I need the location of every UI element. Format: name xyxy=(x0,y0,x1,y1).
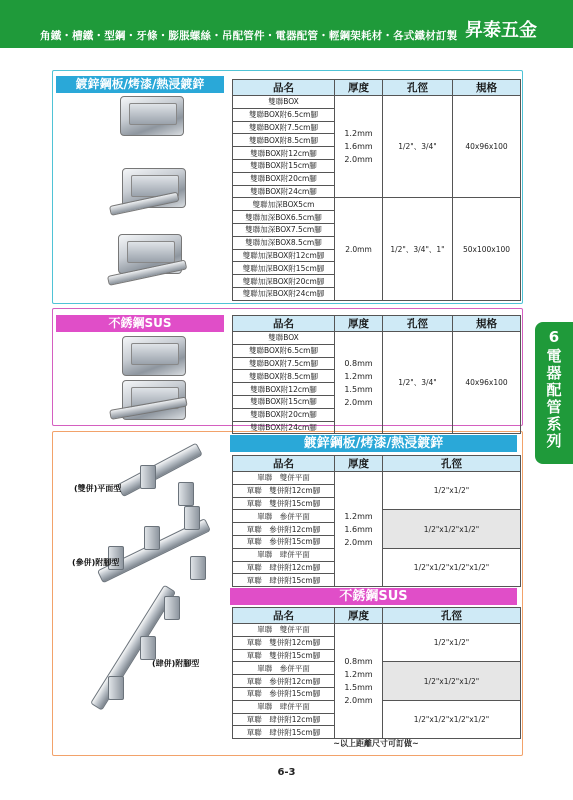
table-row: 雙聯BOX附6.5cm腳 xyxy=(233,344,335,357)
table-row: 雙聯BOX附20cm腳 xyxy=(233,408,335,421)
table-row: 雙聯BOX附8.5cm腳 xyxy=(233,134,335,147)
table-row: 單聯 參併附12cm腳 xyxy=(233,675,335,688)
col-header-name: 品名 xyxy=(233,80,335,96)
chapter-number: 6 xyxy=(548,328,560,346)
label-triple-leg: (參併)附腳型 xyxy=(72,558,120,567)
thickness-value: 1.6mm xyxy=(344,142,373,152)
table-row: 單聯 雙併附15cm腳 xyxy=(233,497,335,510)
thickness-value: 2.0mm xyxy=(344,537,373,547)
bracket-clip-image xyxy=(144,526,160,550)
thickness-value: 1.2mm xyxy=(344,129,373,139)
thickness-cell xyxy=(335,96,383,198)
table-row: 單聯 雙併平面 xyxy=(233,624,335,637)
custom-size-note: ~以上距離尺寸可訂做~ xyxy=(333,739,419,748)
table-row: 單聯 參併平面 xyxy=(233,662,335,675)
section3-table xyxy=(232,455,521,587)
brand-name: 昇泰五金 xyxy=(465,20,537,41)
table-row: 雙聯加深BOX附20cm腳 xyxy=(233,275,335,288)
table-row: 雙聯加深BOX7.5cm腳 xyxy=(233,223,335,236)
label-double-flat: (雙併)平面型 xyxy=(74,484,122,493)
table-row: 雙聯BOX附15cm腳 xyxy=(233,395,335,408)
thickness-value: 2.0mm xyxy=(344,696,373,706)
junction-box-image xyxy=(120,96,184,136)
hole-cell: 1/2"x1/2" xyxy=(383,472,521,510)
thickness-value: 1.2mm xyxy=(344,670,373,680)
table-row: 雙聯BOX xyxy=(233,96,335,109)
hole-cell: 1/2"x1/2"x1/2"x1/2" xyxy=(383,548,521,586)
table-row: 雙聯BOX附12cm腳 xyxy=(233,383,335,396)
col-header-hole: 孔徑 xyxy=(383,456,521,472)
table-row: 單聯 參併平面 xyxy=(233,510,335,523)
thickness-value: 0.8mm xyxy=(344,358,373,368)
table-row: 單聯 雙併平面 xyxy=(233,472,335,485)
section4-table xyxy=(232,607,521,739)
col-header-thickness: 厚度 xyxy=(335,456,383,472)
hole-cell: 1/2"、3/4" xyxy=(383,96,453,198)
bracket-clip-image xyxy=(108,676,124,700)
table-row: 雙聯BOX附24cm腳 xyxy=(233,421,335,434)
section3-label: 鍍鋅鋼板/烤漆/熱浸鍍鋅 xyxy=(230,435,517,452)
table-row: 單聯 參併附15cm腳 xyxy=(233,687,335,700)
bracket-clip-image xyxy=(140,465,156,489)
thickness-cell xyxy=(335,332,383,434)
chapter-side-tab xyxy=(535,322,573,464)
section4-label: 不銹鋼SUS xyxy=(230,588,517,605)
table-row: 雙聯加深BOX附12cm腳 xyxy=(233,249,335,262)
section2-table xyxy=(232,315,521,434)
table-row: 單聯 雙併附15cm腳 xyxy=(233,649,335,662)
stainless-box-image xyxy=(122,336,186,376)
col-header-hole: 孔徑 xyxy=(383,316,453,332)
thickness-cell: 2.0mm xyxy=(335,198,383,300)
table-row: 單聯 雙併附12cm腳 xyxy=(233,636,335,649)
thickness-value: 1.5mm xyxy=(344,683,373,693)
table-row: 單聯 肆併平面 xyxy=(233,700,335,713)
table-row: 雙聯BOX xyxy=(233,332,335,345)
table-row: 雙聯BOX附24cm腳 xyxy=(233,185,335,198)
col-header-hole: 孔徑 xyxy=(383,608,521,624)
thickness-value: 2.0mm xyxy=(344,397,373,407)
table-row: 雙聯BOX附20cm腳 xyxy=(233,172,335,185)
table-row: 單聯 肆併平面 xyxy=(233,548,335,561)
spec-cell: 50x100x100 xyxy=(453,198,521,300)
col-header-thickness: 厚度 xyxy=(335,80,383,96)
section2-label: 不銹鋼SUS xyxy=(56,315,224,332)
thickness-cell xyxy=(335,624,383,739)
page-number: 6-3 xyxy=(277,767,296,778)
thickness-value: 1.2mm xyxy=(344,371,373,381)
hole-cell: 1/2"、3/4"、1" xyxy=(383,198,453,300)
thickness-value: 1.2mm xyxy=(344,511,373,521)
bracket-clip-image xyxy=(140,636,156,660)
table-row: 單聯 肆併附15cm腳 xyxy=(233,574,335,587)
col-header-name: 品名 xyxy=(233,456,335,472)
table-row: 單聯 參併附15cm腳 xyxy=(233,535,335,548)
section1-table xyxy=(232,79,521,301)
col-header-spec: 規格 xyxy=(453,316,521,332)
table-row: 雙聯加深BOX附24cm腳 xyxy=(233,287,335,300)
table-row: 雙聯BOX附8.5cm腳 xyxy=(233,370,335,383)
table-row: 雙聯BOX附7.5cm腳 xyxy=(233,121,335,134)
chapter-title: 電器配管系列 xyxy=(546,347,562,450)
col-header-spec: 規格 xyxy=(453,80,521,96)
section1-label: 鍍鋅鋼板/烤漆/熱浸鍍鋅 xyxy=(56,76,224,93)
col-header-hole: 孔徑 xyxy=(383,80,453,96)
col-header-name: 品名 xyxy=(233,316,335,332)
table-row: 單聯 參併附12cm腳 xyxy=(233,523,335,536)
hole-cell: 1/2"x1/2" xyxy=(383,624,521,662)
table-row: 雙聯BOX附6.5cm腳 xyxy=(233,108,335,121)
col-header-thickness: 厚度 xyxy=(335,316,383,332)
bracket-clip-image xyxy=(178,482,194,506)
hole-cell: 1/2"、3/4" xyxy=(383,332,453,434)
col-header-name: 品名 xyxy=(233,608,335,624)
table-row: 雙聯加深BOX5cm xyxy=(233,198,335,211)
bracket-clip-image xyxy=(184,506,200,530)
hole-cell: 1/2"x1/2"x1/2" xyxy=(383,662,521,700)
thickness-value: 1.6mm xyxy=(344,524,373,534)
col-header-thickness: 厚度 xyxy=(335,608,383,624)
table-row: 雙聯加深BOX6.5cm腳 xyxy=(233,211,335,224)
header-categories: 角鐵・槽鐵・型鋼・牙條・膨脹螺絲・吊配管件・電器配管・輕鋼架耗材・各式鐵材訂製 xyxy=(40,30,458,42)
table-row: 雙聯BOX附15cm腳 xyxy=(233,159,335,172)
table-row: 單聯 肆併附12cm腳 xyxy=(233,713,335,726)
table-row: 雙聯BOX附7.5cm腳 xyxy=(233,357,335,370)
spec-cell: 40x96x100 xyxy=(453,96,521,198)
hole-cell: 1/2"x1/2"x1/2"x1/2" xyxy=(383,700,521,738)
label-quad-leg: (肆併)附腳型 xyxy=(152,659,200,668)
table-row: 單聯 肆併附12cm腳 xyxy=(233,561,335,574)
thickness-value: 2.0mm xyxy=(344,155,373,165)
thickness-value: 1.5mm xyxy=(344,384,373,394)
table-row: 雙聯加深BOX附15cm腳 xyxy=(233,262,335,275)
thickness-cell xyxy=(335,472,383,587)
page-header xyxy=(0,0,573,62)
spec-cell: 40x96x100 xyxy=(453,332,521,434)
table-row: 單聯 雙併附12cm腳 xyxy=(233,484,335,497)
bracket-clip-image xyxy=(164,596,180,620)
thickness-value: 0.8mm xyxy=(344,657,373,667)
hole-cell: 1/2"x1/2"x1/2" xyxy=(383,510,521,548)
table-row: 雙聯BOX附12cm腳 xyxy=(233,147,335,160)
table-row: 雙聯加深BOX8.5cm腳 xyxy=(233,236,335,249)
table-row: 單聯 肆併附15cm腳 xyxy=(233,726,335,739)
bracket-clip-image xyxy=(190,556,206,580)
